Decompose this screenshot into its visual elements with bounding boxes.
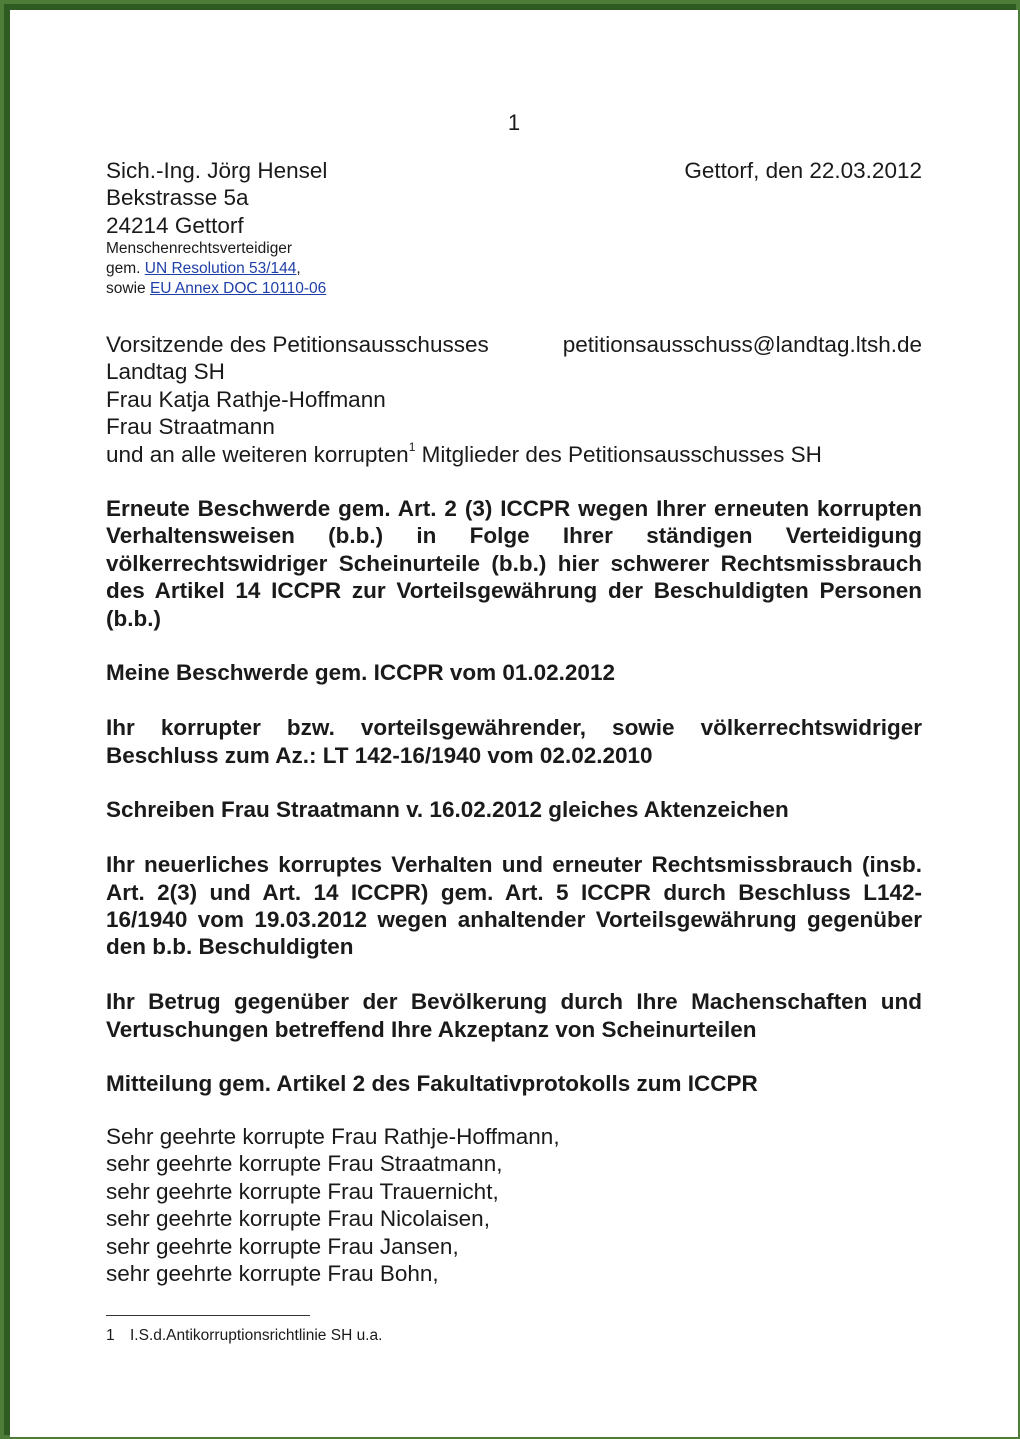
subject-line: Meine Beschwerde gem. ICCPR vom 01.02.2012 (106, 660, 615, 686)
ref-suffix: , (296, 259, 301, 277)
subject-line: Ihr neuerliches korruptes Verhalten und erneuter Rechtsmissbrauch (insb. Art. 2(3) und Art. 14 ICCPR) gem. Art. 5 ICCPR durch Beschluss L142-16/1940 vom 19.03.2012 wegen anhaltender Vorteilsgewährung gegenüber den b.b. Beschuldigten (106, 852, 922, 960)
recipient-line-2: Landtag SH (106, 359, 225, 385)
subject-line: Schreiben Frau Straatmann v. 16.02.2012 gleiches Aktenzeichen (106, 797, 789, 823)
salutation-line: sehr geehrte korrupte Frau Trauernicht, (106, 1178, 499, 1204)
footnote-number: 1 (106, 1327, 115, 1344)
subject-line: Mitteilung gem. Artikel 2 des Fakultativprotokolls zum ICCPR (106, 1071, 758, 1097)
sender-ref-1 (106, 259, 922, 279)
recipient-line-3: Frau Katja Rathje-Hoffmann (106, 386, 386, 412)
subject-line: Erneute Beschwerde gem. Art. 2 (3) ICCPR wegen Ihrer erneuten korrupten Verhaltensweisen (b.b.) in Folge Ihrer ständigen Verteidigung völkerrechtswidriger Scheinurteile (b.b.) hier schwerer Rechtsmissbrauch des Artikel 14 ICCPR zur Vorteilsgewährung der Beschuldigten Personen (b.b.) (106, 496, 922, 631)
recipient-line-5-text: und an alle weiteren korrupten (106, 441, 409, 467)
footnote-marker: 1 (408, 440, 416, 455)
page-number: 1 (507, 110, 521, 135)
recipient-email: petitionsausschuss@landtag.ltsh.de (562, 332, 922, 357)
salutation-line: sehr geehrte korrupte Frau Bohn, (106, 1261, 439, 1287)
recipient-line-1: Vorsitzende des Petitionsausschusses (106, 332, 489, 357)
subject-block (106, 495, 922, 1125)
ref-prefix: gem. (106, 259, 145, 277)
recipient-line-5-rest: Mitglieder des Petitionsausschusses SH (415, 441, 822, 467)
sender-role: Menschenrechtsverteidiger (106, 240, 293, 258)
salutation-line: Sehr geehrte korrupte Frau Rathje-Hoffmann, (106, 1124, 560, 1149)
sender-street: Bekstrasse 5a (106, 185, 249, 211)
subject-line: Ihr korrupter bzw. vorteilsgewährender, sowie völkerrechtswidriger Beschluss zum Az.: LT 142-16/1940 vom 02.02.2010 (106, 715, 922, 768)
recipient-line-4: Frau Straatmann (106, 414, 275, 440)
subject-line: Ihr Betrug gegenüber der Bevölkerung durch Ihre Machenschaften und Vertuschungen betreffend Ihre Akzeptanz von Scheinurteilen (106, 989, 922, 1042)
sender-city: 24214 Gettorf (106, 212, 244, 238)
sender-ref-2 (106, 279, 922, 299)
un-resolution-link[interactable]: UN Resolution 53/144 (144, 259, 297, 277)
footnote-divider (106, 1315, 310, 1316)
document-page (10, 10, 1018, 1437)
sender-block (106, 157, 922, 298)
salutation-line: sehr geehrte korrupte Frau Jansen, (106, 1233, 459, 1259)
letter-date: Gettorf, den 22.03.2012 (684, 158, 922, 183)
footnote (106, 1326, 382, 1345)
salutation-block (106, 1123, 922, 1287)
footnote-text: I.S.d.Antikorruptionsrichtlinie SH u.a. (130, 1327, 383, 1344)
salutation-line: sehr geehrte korrupte Frau Nicolaisen, (106, 1206, 490, 1232)
sender-name: Sich.-Ing. Jörg Hensel (106, 158, 328, 183)
salutation-line: sehr geehrte korrupte Frau Straatmann, (106, 1151, 503, 1177)
eu-annex-link[interactable]: EU Annex DOC 10110-06 (149, 279, 327, 297)
recipient-block (106, 331, 922, 468)
recipient-line-5 (106, 441, 922, 468)
ref-prefix: sowie (106, 279, 150, 297)
